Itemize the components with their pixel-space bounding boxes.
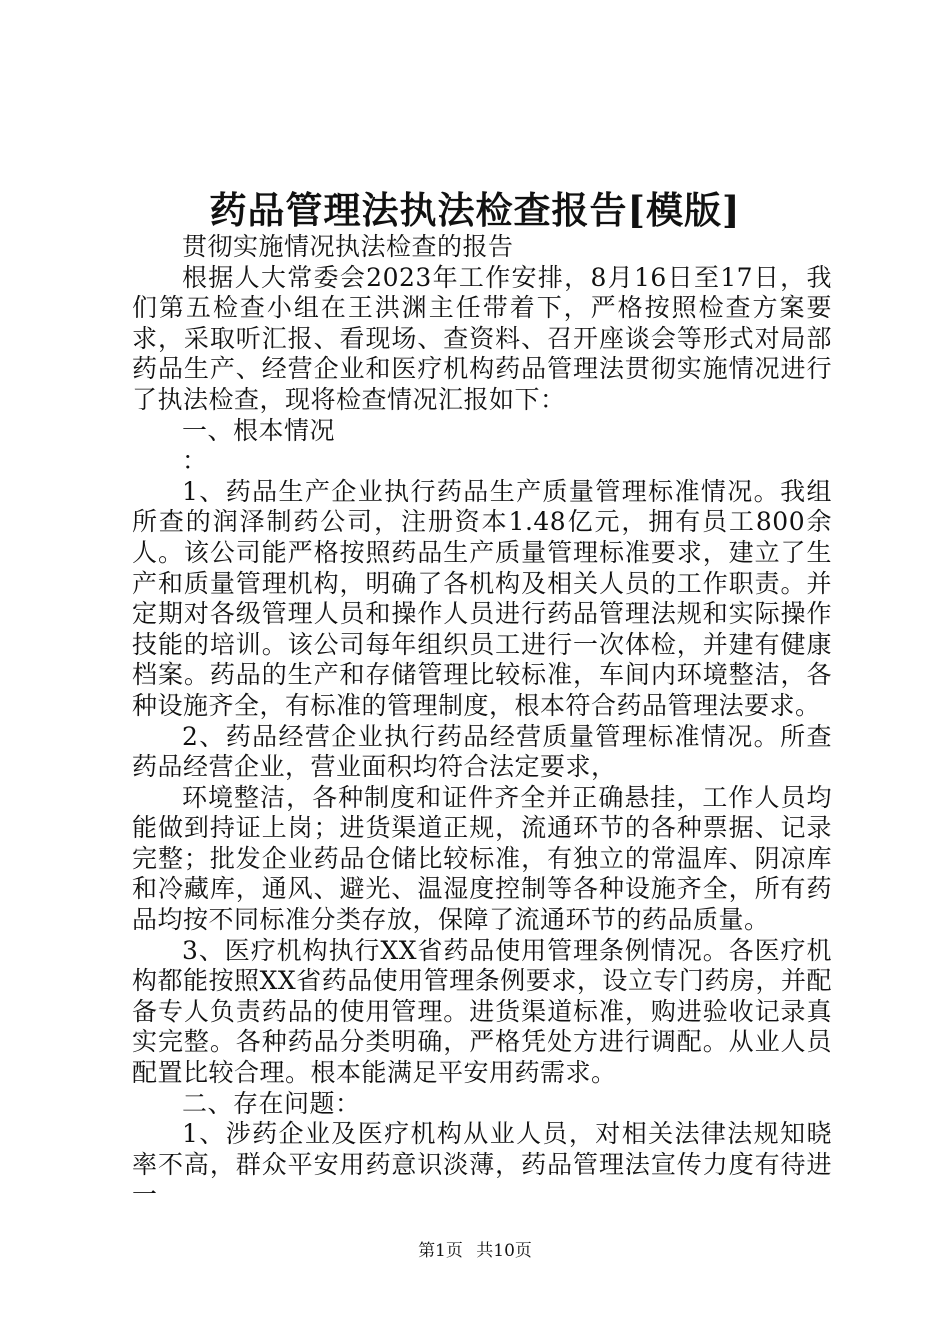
paragraph-problem-1: 1、涉药企业及医疗机构从业人员，对相关法律法规知晓率不高，群众平安用药意识淡薄，药品管理法宣传力度有待进一 [132, 1119, 832, 1210]
document-title: 药品管理法执法检查报告[模版] [209, 188, 741, 232]
page-number: 第1页 [418, 1241, 463, 1261]
paragraph-intro: 根据人大常委会2023年工作安排，8月16日至17日，我们第五检查小组在王洪渊主任带着下，严格按照检查方案要求，采取听汇报、看现场、查资料、召开座谈会等形式对局部药品生产、经营企业和医疗机构药品管理法贯彻实施情况进行了执法检查，现将检查情况汇报如下： [132, 262, 832, 414]
paragraph-item-1: 1、药品生产企业执行药品生产质量管理标准情况。我组所查的润泽制药公司，注册资本1.48亿元，拥有员工800余人。该公司能严格按照药品生产质量管理标准要求，建立了生产和质量管理机构，明确了各机构及相关人员的工作职责。并定期对各级管理人员和操作人员进行药品管理法规和实际操作技能的培训。该公司每年组织员工进行一次体检，并建有健康档案。药品的生产和存储管理比较标准，车间内环境整洁，各种设施齐全，有标准的管理制度，根本符合药品管理法要求。 [132, 476, 832, 720]
paragraph-colon: ： [182, 446, 208, 476]
section-heading-problems: 二、存在问题： [182, 1088, 361, 1118]
section-heading-basic: 一、根本情况 [182, 415, 336, 445]
paragraph-item-2: 2、药品经营企业执行药品经营质量管理标准情况。所查药品经营企业，营业面积均符合法定要求， [132, 721, 832, 782]
page-footer [0, 1240, 950, 1262]
paragraph-item-3: 3、医疗机构执行XX省药品使用管理条例情况。各医疗机构都能按照XX省药品使用管理条例要求，设立专门药房，并配备专人负责药品的使用管理。进货渠道标准，购进验收记录真实完整。各种药品分类明确，严格凭处方进行调配。从业人员配置比较合理。根本能满足平安用药需求。 [132, 935, 832, 1088]
paragraph-item-2-cont: 环境整洁，各种制度和证件齐全并正确悬挂，工作人员均能做到持证上岗；进货渠道正规，流通环节的各种票据、记录完整；批发企业药品仓储比较标准，有独立的常温库、阴凉库和冷藏库，通风、避光、温湿度控制等各种设施齐全，所有药品均按不同标准分类存放，保障了流通环节的药品质量。 [132, 782, 832, 935]
document-body [132, 232, 832, 1211]
paragraph-subtitle: 贯彻实施情况执法检查的报告 [182, 232, 514, 261]
page-total: 共10页 [476, 1241, 532, 1261]
